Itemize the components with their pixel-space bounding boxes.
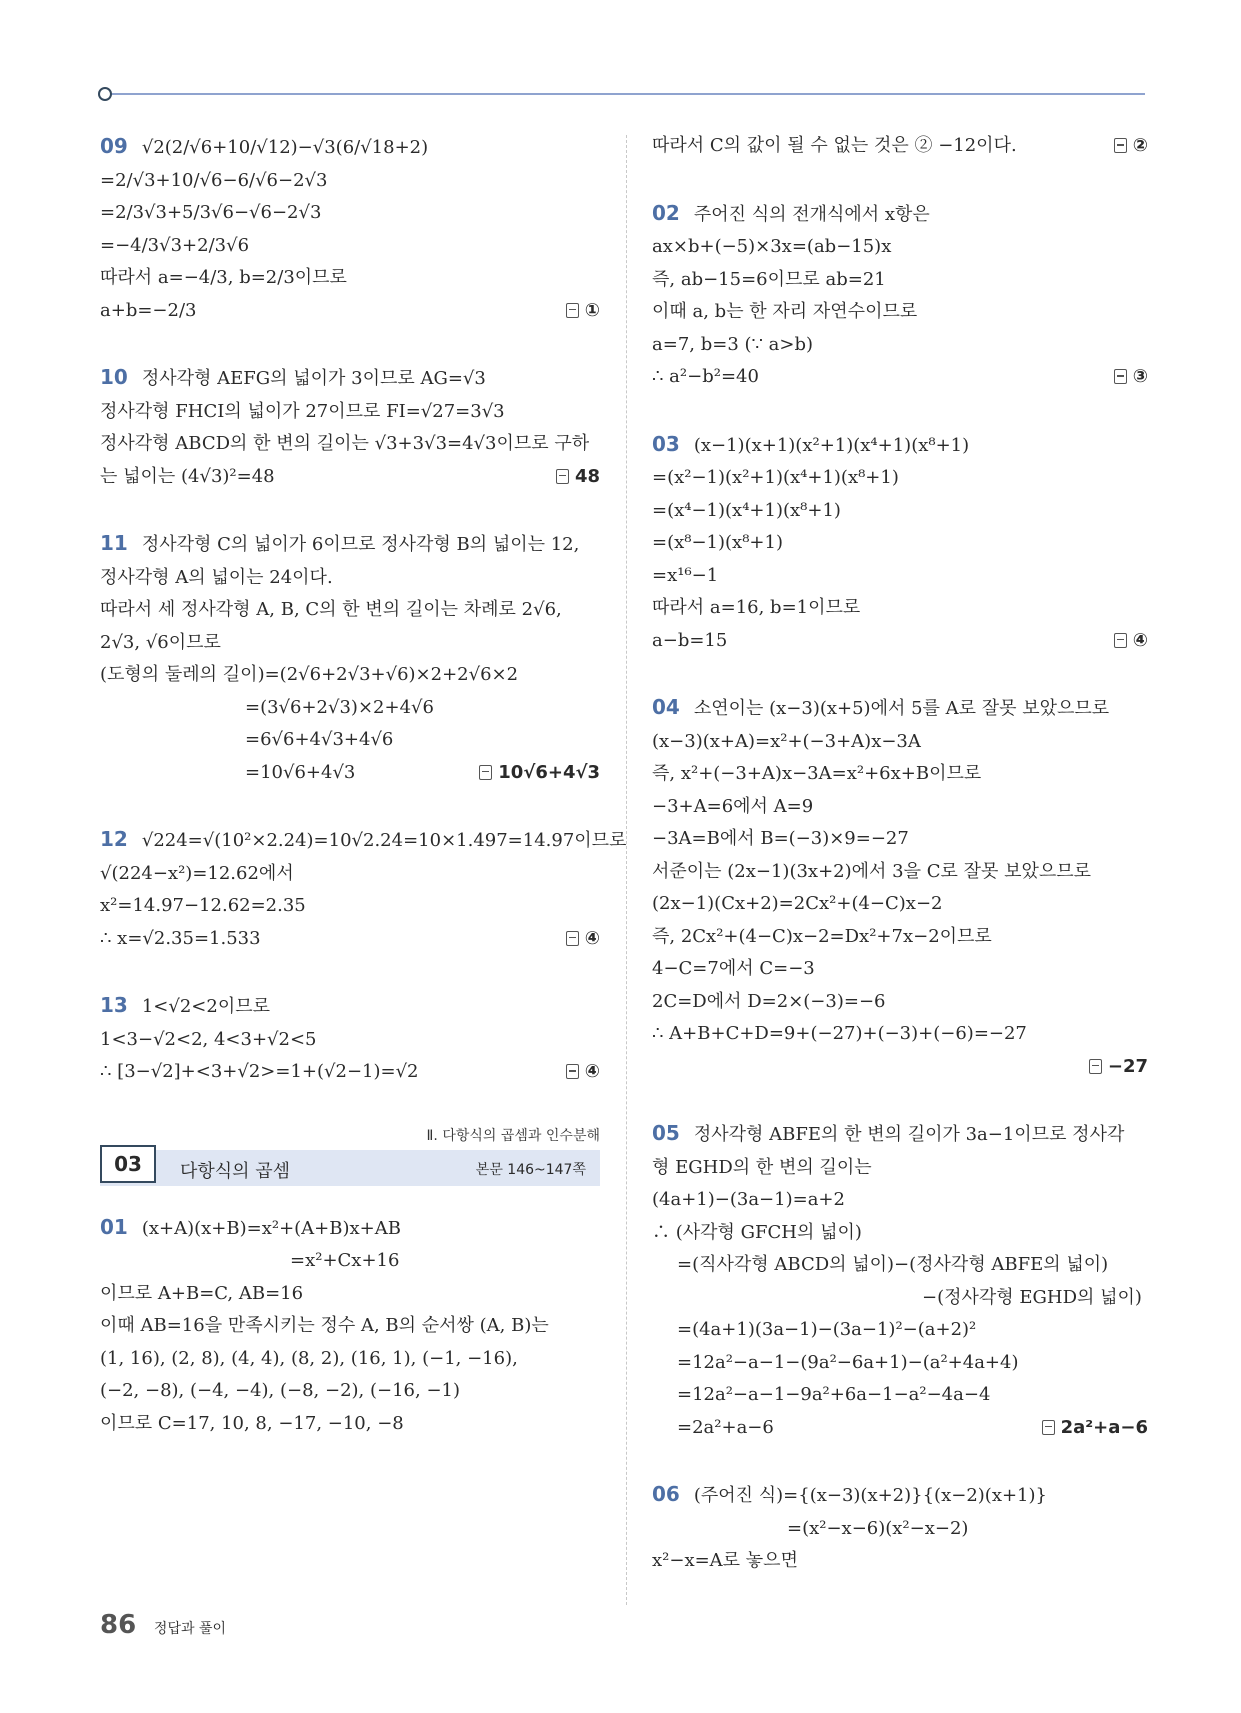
problem-number: 02 — [652, 200, 680, 225]
answer-icon — [566, 1064, 579, 1079]
solution-line: =(x²−x−6)(x²−x−2) — [787, 1517, 969, 1539]
answer-mark: 10√6+4√3 — [479, 757, 600, 790]
section-pages: 본문 146~147쪽 — [475, 1161, 586, 1178]
problem-number: 03 — [652, 431, 680, 456]
problem-09 — [100, 130, 600, 327]
problem-02 — [652, 197, 1148, 394]
problem-01-cont — [652, 130, 1148, 163]
solution-line: 즉, x²+(−3+A)x−3A=x²+6x+B이므로 — [652, 763, 982, 784]
problem-05 — [652, 1117, 1148, 1444]
solution-line: x²−x=A로 놓으면 — [652, 1550, 798, 1571]
problem-01 — [100, 1211, 600, 1441]
left-column — [100, 130, 627, 1474]
solution-line: 2C=D에서 D=2×(−3)=−6 — [652, 990, 886, 1012]
answer-mark: ② — [1114, 130, 1148, 163]
answer-icon — [1089, 1059, 1102, 1074]
answer-icon — [1114, 138, 1127, 153]
problem-13 — [100, 989, 600, 1089]
solution-line: 따라서 a=16, b=1이므로 — [652, 597, 861, 618]
solution-line: 즉, 2Cx²+(4−C)x−2=Dx²+7x−2이므로 — [652, 925, 992, 947]
top-rule — [105, 93, 1145, 95]
problem-number: 11 — [100, 531, 128, 555]
solution-line: =12a²−a−1−(9a²−6a+1)−(a²+4a+4) — [677, 1351, 1019, 1373]
solution-line: =(4a+1)(3a−1)−(3a−1)²−(a+2)² — [677, 1319, 977, 1340]
solution-line: 즉, ab−15=6이므로 ab=21 — [652, 268, 886, 290]
solution-line: a=7, b=3 (∵ a>b) — [652, 333, 814, 355]
solution-line: a+b=−2/3 — [100, 299, 197, 321]
answer-mark: ③ — [1114, 361, 1148, 394]
solution-line: 소연이는 (x−3)(x+5)에서 5를 A로 잘못 보았으므로 — [693, 698, 1110, 719]
solution-line: 1<√2<2이므로 — [141, 996, 270, 1017]
solution-line: 주어진 식의 전개식에서 x항은 — [693, 203, 930, 225]
solution-line: 이므로 C=17, 10, 8, −17, −10, −8 — [100, 1412, 404, 1434]
solution-line: =2a²+a−6 — [677, 1416, 774, 1438]
solution-line: 이때 a, b는 한 자리 자연수이므로 — [652, 301, 918, 322]
solution-line: 형 EGHD의 한 변의 길이는 — [652, 1156, 872, 1178]
problem-04 — [652, 691, 1148, 1083]
answer-mark: ① — [566, 295, 600, 328]
solution-line: −3A=B에서 B=(−3)×9=−27 — [652, 828, 909, 849]
solution-line: =12a²−a−1−9a²+6a−1−a²−4a−4 — [677, 1384, 991, 1405]
answer-mark: 48 — [556, 461, 600, 494]
solution-line: =x²+Cx+16 — [290, 1250, 400, 1271]
problem-06 — [652, 1478, 1148, 1578]
problem-11 — [100, 527, 600, 789]
answer-mark: ④ — [566, 1056, 600, 1089]
answer-icon — [566, 303, 579, 318]
answer-mark: ④ — [566, 923, 600, 956]
answer-icon — [556, 469, 569, 484]
page-footer — [100, 1610, 226, 1640]
page-number: 86 — [100, 1610, 137, 1640]
section-title: 다항식의 곱셈 — [180, 1160, 291, 1182]
section-number: 03 — [100, 1145, 156, 1183]
solution-line: (도형의 둘레의 길이)=(2√6+2√3+√6)×2+2√6×2 — [100, 664, 519, 685]
answer-icon — [566, 931, 579, 946]
problem-number: 12 — [100, 827, 128, 851]
answer-icon — [479, 765, 492, 780]
solution-line: ∴ (사각형 GFCH의 넓이) — [652, 1221, 862, 1243]
answer-icon — [1114, 369, 1127, 384]
solution-line: −(정사각형 EGHD의 넓이) — [922, 1286, 1142, 1308]
solution-line: (x−1)(x+1)(x²+1)(x⁴+1)(x⁸+1) — [693, 434, 970, 456]
answer-icon — [1114, 633, 1127, 648]
top-rule-dot — [98, 87, 112, 101]
solution-line: 따라서 세 정사각형 A, B, C의 한 변의 길이는 차례로 2√6, — [100, 599, 562, 620]
solution-line: =(직사각형 ABCD의 넓이)−(정사각형 ABFE의 넓이) — [677, 1254, 1109, 1275]
solution-line: ax×b+(−5)×3x=(ab−15)x — [652, 236, 892, 257]
solution-line: ∴ x=√2.35=1.533 — [100, 927, 261, 949]
solution-line: (2x−1)(Cx+2)=2Cx²+(4−C)x−2 — [652, 893, 943, 914]
solution-line: 정사각형 A의 넓이는 24이다. — [100, 566, 333, 588]
chapter-subtitle: Ⅱ. 다항식의 곱셈과 인수분해 — [426, 1127, 600, 1144]
solution-line: =10√6+4√3 — [245, 761, 356, 783]
solution-line: 정사각형 ABFE의 한 변의 길이가 3a−1이므로 정사각 — [693, 1124, 1125, 1145]
solution-line: 따라서 C의 값이 될 수 없는 것은 ② −12이다. — [652, 135, 1017, 156]
solution-line: ∴ A+B+C+D=9+(−27)+(−3)+(−6)=−27 — [652, 1023, 1027, 1044]
solution-line: a−b=15 — [652, 629, 728, 651]
right-column — [652, 130, 1148, 1612]
solution-line: =−4/3√3+2/3√6 — [100, 234, 250, 256]
answer-mark: 2a²+a−6 — [1042, 1412, 1148, 1445]
answer-mark: −27 — [1089, 1051, 1148, 1084]
problem-number: 06 — [652, 1482, 680, 1506]
problem-10 — [100, 361, 600, 493]
problem-03 — [652, 428, 1148, 658]
solution-line: =(3√6+2√3)×2+4√6 — [245, 696, 434, 718]
solution-line: (x−3)(x+A)=x²+(−3+A)x−3A — [652, 730, 921, 752]
solution-line: ∴ a²−b²=40 — [652, 366, 759, 387]
problem-number: 10 — [100, 365, 128, 389]
problem-12 — [100, 823, 627, 955]
solution-line: (x+A)(x+B)=x²+(A+B)x+AB — [141, 1217, 401, 1239]
problem-number: 04 — [652, 695, 680, 719]
column-divider — [626, 135, 627, 1605]
solution-line: 1<3−√2<2, 4<3+√2<5 — [100, 1028, 317, 1050]
solution-line: 정사각형 ABCD의 한 변의 길이는 √3+3√3=4√3이므로 구하 — [100, 433, 590, 454]
answer-mark: ④ — [1114, 625, 1148, 658]
solution-line: 따라서 a=−4/3, b=2/3이므로 — [100, 267, 347, 288]
answer-icon — [1042, 1420, 1055, 1435]
problem-number: 13 — [100, 993, 128, 1017]
solution-line: 정사각형 C의 넓이가 6이므로 정사각형 B의 넓이는 12, — [141, 534, 580, 555]
solution-line: (1, 16), (2, 8), (4, 4), (8, 2), (16, 1), (−1, −16), — [100, 1347, 518, 1369]
solution-line: x²=14.97−12.62=2.35 — [100, 895, 306, 916]
solution-line: 2√3, √6이므로 — [100, 631, 221, 653]
solution-line: =2/3√3+5/3√6−√6−2√3 — [100, 202, 322, 223]
solution-line: =2/√3+10/√6−6/√6−2√3 — [100, 169, 328, 191]
solution-line: (−2, −8), (−4, −4), (−8, −2), (−16, −1) — [100, 1380, 461, 1401]
solution-line: =6√6+4√3+4√6 — [245, 729, 394, 750]
footer-label: 정답과 풀이 — [153, 1621, 226, 1637]
solution-line: ∴ [3−√2]+<3+√2>=1+(√2−1)=√2 — [100, 1061, 419, 1082]
solution-line: (주어진 식)={(x−3)(x+2)}{(x−2)(x+1)} — [693, 1485, 1047, 1506]
solution-line: √2(2/√6+10/√12)−√3(6/√18+2) — [141, 137, 429, 158]
solution-line: 서준이는 (2x−1)(3x+2)에서 3을 C로 잘못 보았으므로 — [652, 860, 1092, 882]
solution-line: 는 넓이는 (4√3)²=48 — [100, 465, 275, 487]
section-header — [100, 1127, 600, 1195]
problem-number: 01 — [100, 1214, 128, 1239]
solution-line: (4a+1)−(3a−1)=a+2 — [652, 1189, 845, 1210]
problem-number: 05 — [652, 1121, 680, 1145]
solution-line: √224=√(10²×2.24)=10√2.24=10×1.497=14.97이므로 — [141, 830, 627, 851]
solution-line: −3+A=6에서 A=9 — [652, 795, 814, 817]
solution-line: 정사각형 AEFG의 넓이가 3이므로 AG=√3 — [141, 368, 486, 389]
solution-line: 이므로 A+B=C, AB=16 — [100, 1282, 304, 1304]
solution-line: √(224−x²)=12.62에서 — [100, 862, 294, 884]
solution-line: =x¹⁶−1 — [652, 564, 719, 586]
solution-line: =(x⁸−1)(x⁸+1) — [652, 532, 783, 553]
problem-number: 09 — [100, 134, 128, 158]
solution-line: =(x⁴−1)(x⁴+1)(x⁸+1) — [652, 499, 841, 521]
solution-line: 4−C=7에서 C=−3 — [652, 958, 815, 979]
solution-line: 정사각형 FHCI의 넓이가 27이므로 FI=√27=3√3 — [100, 400, 505, 422]
solution-line: 이때 AB=16을 만족시키는 정수 A, B의 순서쌍 (A, B)는 — [100, 1315, 549, 1336]
solution-line: =(x²−1)(x²+1)(x⁴+1)(x⁸+1) — [652, 467, 899, 488]
